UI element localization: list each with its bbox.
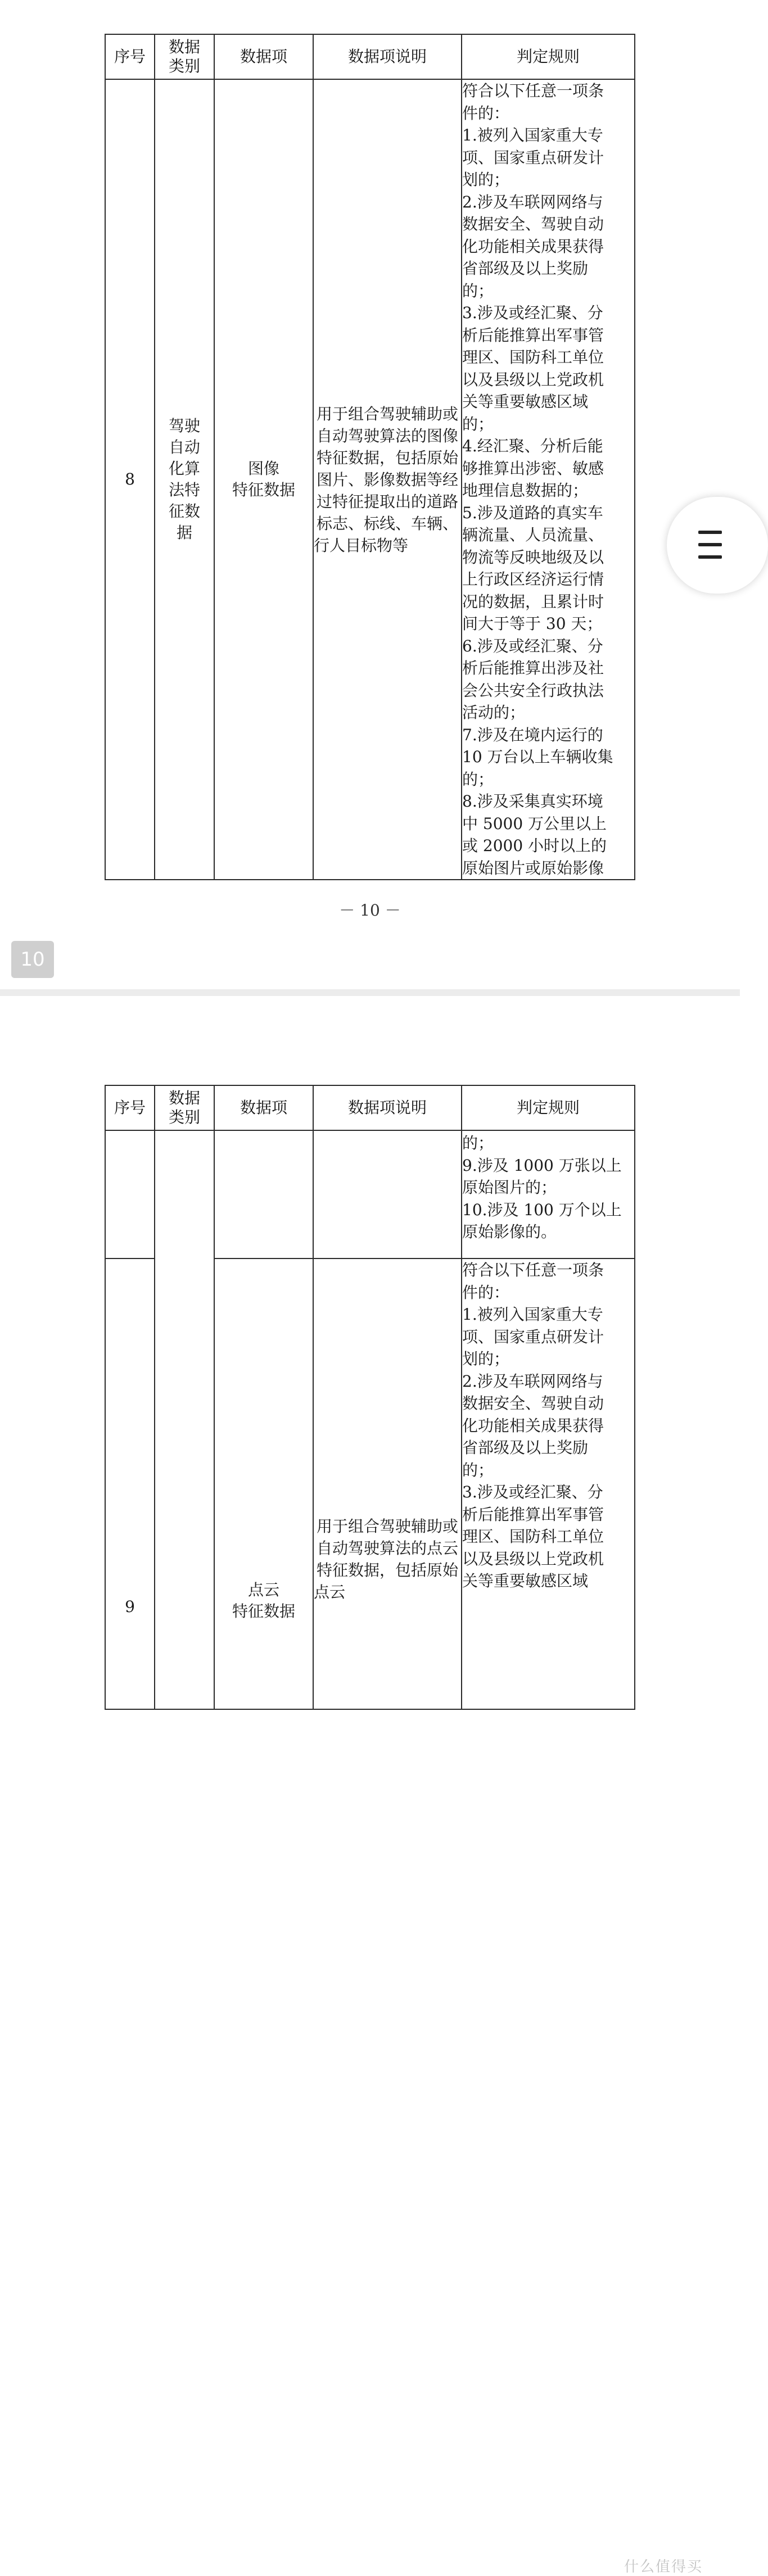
floating-menu-button[interactable] <box>667 497 768 594</box>
rule-line: 以及县级以上党政机 <box>462 1549 604 1568</box>
rule-line: 划的； <box>462 1350 510 1368</box>
rule-line: 析后能推算出军事管 <box>462 325 604 345</box>
rule-line: 的； <box>462 414 494 433</box>
rule-line: 省部级及以上奖励 <box>462 259 589 278</box>
rule-line: 化功能相关成果获得 <box>462 1416 604 1435</box>
header-item: 数据项 <box>214 1085 313 1130</box>
cell-item-desc: 用于组合驾驶辅助或自动驾驶算法的图像特征数据，包括原始图片、影像数据等经过特征提取出的道路标志、标线、车辆、行人目标物等 <box>313 79 462 880</box>
rule-line: 中 5000 万公里以上 <box>462 814 607 833</box>
rule-line: 件的： <box>462 103 510 123</box>
rule-line: 9.涉及 1000 万张以上 <box>462 1156 622 1175</box>
header-seq: 序号 <box>105 34 155 79</box>
cell-item: 点云 特征数据 <box>214 1258 313 1709</box>
rule-line: 2.涉及车联网网络与 <box>462 1371 603 1391</box>
rule-line: 4.经汇聚、分析后能 <box>462 437 603 455</box>
rule-line: 会公共安全行政执法 <box>462 681 604 700</box>
rule-line: 关等重要敏感区域 <box>462 1572 589 1590</box>
rule-line: 数据安全、驾驶自动 <box>462 1394 604 1413</box>
rule-line: 上行政区经济运行情 <box>462 570 604 588</box>
rule-line: 析后能推算出军事管 <box>462 1505 604 1524</box>
watermark: 什么值得买 <box>624 2559 703 2575</box>
rule-line: 6.涉及或经汇聚、分 <box>462 636 603 655</box>
rule-line: 7.涉及在境内运行的 <box>462 725 603 744</box>
rule-line: 3.涉及或经汇聚、分 <box>462 304 603 322</box>
cell-seq: 9 <box>105 1258 155 1709</box>
page-number: － 10 － <box>339 901 401 920</box>
cell-rule <box>462 79 635 880</box>
rule-line: 够推算出涉密、敏感 <box>462 459 604 478</box>
rule-line: 物流等反映地级及以 <box>462 547 604 567</box>
rule-line: 的； <box>462 1460 494 1479</box>
cell-item <box>214 1130 313 1258</box>
cell-item: 图像 特征数据 <box>214 79 313 880</box>
rule-line: 5.涉及道路的真实车 <box>462 503 603 522</box>
rule-line: 活动的； <box>462 703 526 722</box>
cell-seq: 8 <box>105 79 155 880</box>
rule-line: 10 万台以上车辆收集 <box>462 748 613 766</box>
table-row <box>105 1130 635 1258</box>
rule-line: 符合以下任意一项条 <box>462 1261 604 1279</box>
table-header-row <box>105 34 635 79</box>
rule-lines <box>462 1132 634 1257</box>
data-classification-table-continued <box>105 1085 635 1710</box>
table-header-row <box>105 1085 635 1130</box>
header-item-desc: 数据项说明 <box>313 34 462 79</box>
rule-line: 以及县级以上党政机 <box>462 370 604 389</box>
rule-line: 符合以下任意一项条 <box>462 82 604 100</box>
header-rule: 判定规则 <box>462 1085 635 1130</box>
document-page-11 <box>0 996 740 2575</box>
rule-line: 的； <box>462 769 494 789</box>
rule-line: 8.涉及采集真实环境 <box>462 792 603 811</box>
rule-line: 辆流量、人员流量、 <box>462 526 604 544</box>
rule-line: 关等重要敏感区域 <box>462 392 589 411</box>
rule-line: 原始影像的。 <box>462 1223 557 1241</box>
rule-line: 化功能相关成果获得 <box>462 237 604 256</box>
rule-line: 1.被列入国家重大专 <box>462 126 603 144</box>
data-classification-table <box>105 34 635 880</box>
cell-item-desc: 用于组合驾驶辅助或自动驾驶算法的点云特征数据，包括原始点云 <box>313 1258 462 1709</box>
rule-line: 的； <box>462 281 494 300</box>
rule-line: 的； <box>462 1134 494 1152</box>
cell-category: 驾驶 自动 化算 法特 征数 据 <box>155 79 214 880</box>
rule-line: 1.被列入国家重大专 <box>462 1305 603 1324</box>
rule-line: 地理信息数据的； <box>462 481 589 500</box>
rule-line: 2.涉及车联网网络与 <box>462 192 603 211</box>
cell-rule <box>462 1130 635 1258</box>
header-item: 数据项 <box>214 34 313 79</box>
header-seq: 序号 <box>105 1085 155 1130</box>
cell-category <box>155 1130 214 1709</box>
rule-lines <box>462 80 634 879</box>
rule-line: 划的； <box>462 170 510 189</box>
table-row <box>105 79 635 880</box>
rule-line: 或 2000 小时以上的 <box>462 836 607 855</box>
page-thumbnail-badge[interactable]: 10 <box>11 941 54 978</box>
rule-lines <box>462 1259 634 1709</box>
header-item-desc: 数据项说明 <box>313 1085 462 1130</box>
rule-line: 3.涉及或经汇聚、分 <box>462 1483 603 1501</box>
rule-line: 理区、国防科工单位 <box>462 348 604 366</box>
rule-line: 理区、国防科工单位 <box>462 1527 604 1546</box>
document-page-10 <box>0 0 740 989</box>
rule-line: 项、国家重点研发计 <box>462 148 604 167</box>
cell-seq <box>105 1130 155 1258</box>
rule-line: 省部级及以上奖励 <box>462 1438 589 1457</box>
cell-rule <box>462 1258 635 1709</box>
cell-item-desc <box>313 1130 462 1258</box>
rule-line: 数据安全、驾驶自动 <box>462 215 604 233</box>
header-rule: 判定规则 <box>462 34 635 79</box>
rule-line: 原始图片或原始影像 <box>462 858 604 877</box>
rule-line: 件的： <box>462 1283 510 1302</box>
rule-line: 间大于等于 30 天； <box>462 614 603 633</box>
rule-line: 10.涉及 100 万个以上 <box>462 1200 622 1219</box>
header-category: 数据 类别 <box>155 1085 214 1130</box>
rule-line: 析后能推算出涉及社 <box>462 659 604 677</box>
rule-line: 原始图片的； <box>462 1178 557 1197</box>
rule-line: 项、国家重点研发计 <box>462 1327 604 1346</box>
header-category: 数据 类别 <box>155 34 214 79</box>
page-separator <box>0 989 740 996</box>
rule-line: 况的数据，且累计时 <box>462 592 604 611</box>
